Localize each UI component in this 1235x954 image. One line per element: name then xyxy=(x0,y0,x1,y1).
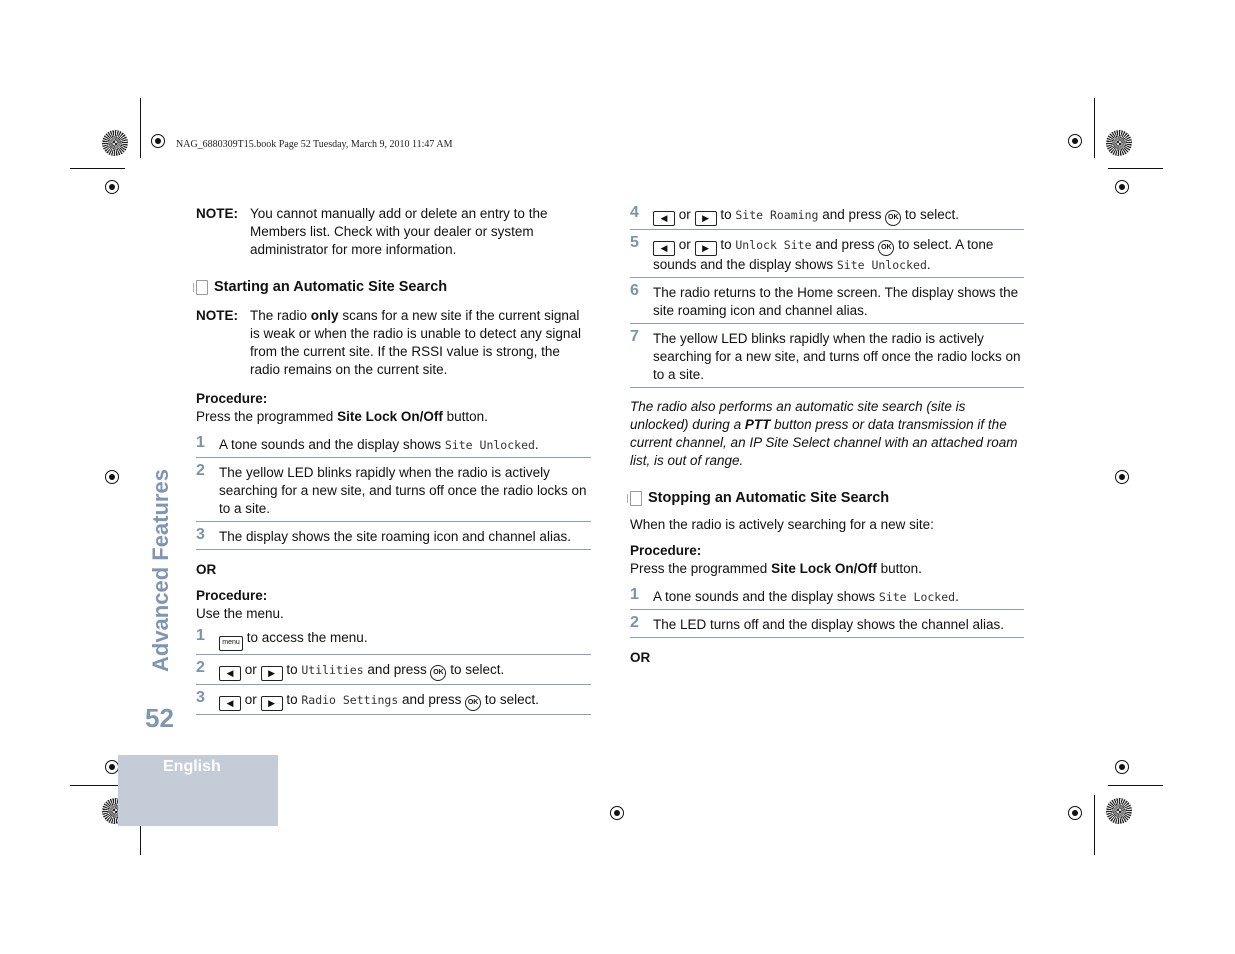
display-text: Site Unlocked xyxy=(836,258,927,272)
right-arrow-key-icon: ▶ xyxy=(261,666,283,681)
right-arrow-key-icon: ▶ xyxy=(695,241,717,256)
registration-target-icon xyxy=(1068,806,1082,820)
menu-key-icon: menu xyxy=(219,636,243,651)
registration-target-icon xyxy=(105,180,119,194)
step-item xyxy=(630,330,1024,388)
crop-mark xyxy=(140,98,141,158)
step-text: or xyxy=(678,237,691,252)
left-arrow-key-icon: ◀ xyxy=(653,211,675,226)
step-text: or xyxy=(244,662,257,677)
registration-target-icon xyxy=(1115,470,1129,484)
italic-paragraph xyxy=(630,398,1024,470)
note-text: You cannot manually add or delete an entry to the Members list. Check with your dealer or system administrator for more information. xyxy=(250,206,548,257)
display-text: Unlock Site xyxy=(735,238,812,252)
step-number: 2 xyxy=(196,462,205,479)
display-text: Utilities xyxy=(301,663,364,677)
language-label: English xyxy=(163,758,221,775)
step-text: to xyxy=(720,237,732,252)
ok-button-icon: OK xyxy=(465,695,481,711)
step-list xyxy=(630,206,1024,388)
step-number: 3 xyxy=(196,689,205,706)
step-item xyxy=(630,588,1024,610)
note-text-part: scans for a new site if the current signal is weak or when the radio is unable to detect any signal from the current site. If the RSSI value is strong, the radio remains on the current site. xyxy=(250,308,581,377)
step-text: . xyxy=(534,437,539,452)
registration-target-icon xyxy=(151,134,165,148)
note-block xyxy=(196,307,591,379)
registration-target-icon xyxy=(610,806,624,820)
step-text: to select. xyxy=(484,692,539,707)
procedure-text: Use the menu. xyxy=(196,606,284,621)
crop-mark xyxy=(1108,168,1163,169)
step-text: to xyxy=(286,662,298,677)
display-text: Site Unlocked xyxy=(444,438,535,452)
registration-target-icon xyxy=(105,470,119,484)
step-text: The radio returns to the Home screen. The display shows the site roaming icon and channel alias. xyxy=(653,285,1019,318)
crop-mark xyxy=(70,168,125,169)
section-heading xyxy=(630,489,1024,507)
step-text: and press xyxy=(815,237,875,252)
step-item xyxy=(196,464,591,522)
step-item xyxy=(630,236,1024,278)
step-number: 2 xyxy=(196,659,205,676)
right-arrow-key-icon: ▶ xyxy=(695,211,717,226)
step-item xyxy=(196,436,591,458)
section-heading xyxy=(196,278,591,296)
print-header: NAG_6880309T15.book Page 52 Tuesday, March 9, 2010 11:47 AM xyxy=(176,139,453,150)
step-number: 2 xyxy=(630,614,639,631)
display-text: Site Roaming xyxy=(735,208,819,222)
section-title: Starting an Automatic Site Search xyxy=(214,279,448,295)
step-text: or xyxy=(244,692,257,707)
button-name: PTT xyxy=(744,417,771,432)
step-text: to select. xyxy=(905,207,960,222)
or-label: OR xyxy=(196,562,217,577)
crop-mark xyxy=(1094,98,1095,158)
registration-target-icon xyxy=(1115,180,1129,194)
crop-mark xyxy=(1094,795,1095,855)
registration-wheel-icon xyxy=(1106,798,1132,824)
step-text: and press xyxy=(822,207,882,222)
step-text: to xyxy=(286,692,298,707)
step-text: The LED turns off and the display shows the channel alias. xyxy=(653,617,1004,632)
text-part: button. xyxy=(876,561,922,576)
text-part: Press the programmed xyxy=(196,409,338,424)
left-arrow-key-icon: ◀ xyxy=(219,666,241,681)
step-list xyxy=(196,436,591,550)
text-part: button press or data transmission if the current channel, an IP Site Select channel with an attached roam list, is out of range. xyxy=(630,417,1018,468)
section-marker-icon xyxy=(196,280,208,295)
ok-button-icon: OK xyxy=(885,210,901,226)
right-column xyxy=(630,206,1024,667)
step-number: 1 xyxy=(196,627,205,644)
step-item xyxy=(630,616,1024,638)
text-part: Press the programmed xyxy=(630,561,772,576)
step-item xyxy=(196,528,591,550)
step-number: 4 xyxy=(630,204,639,221)
step-number: 3 xyxy=(196,526,205,543)
left-arrow-key-icon: ◀ xyxy=(653,241,675,256)
note-text xyxy=(250,307,591,379)
step-text: A tone sounds and the display shows xyxy=(653,589,879,604)
left-arrow-key-icon: ◀ xyxy=(219,696,241,711)
step-number: 1 xyxy=(630,586,639,603)
button-name: Site Lock On/Off xyxy=(337,409,443,424)
step-text: to xyxy=(720,207,732,222)
step-number: 6 xyxy=(630,282,639,299)
step-number: 5 xyxy=(630,234,639,251)
step-item xyxy=(196,629,591,655)
step-text: or xyxy=(678,207,691,222)
step-text: . xyxy=(926,257,931,272)
note-label: NOTE: xyxy=(196,206,238,221)
note-label: NOTE: xyxy=(196,308,238,323)
step-list xyxy=(630,588,1024,638)
button-name: Site Lock On/Off xyxy=(771,561,877,576)
page-number: 52 xyxy=(145,703,174,733)
or-label: OR xyxy=(630,650,651,665)
display-text: Radio Settings xyxy=(301,693,399,707)
procedure-text xyxy=(630,560,1024,578)
step-text: to select. xyxy=(450,662,505,677)
display-text: Site Locked xyxy=(878,590,956,604)
note-text-part: The radio xyxy=(250,308,311,323)
section-title: Stopping an Automatic Site Search xyxy=(648,490,890,506)
step-list xyxy=(196,629,591,715)
step-text: . xyxy=(955,589,959,604)
step-number: 1 xyxy=(196,434,205,451)
left-column xyxy=(196,205,591,721)
step-text: and press xyxy=(367,662,427,677)
text-part: The radio also performs an automatic site search (site is unlocked) during a xyxy=(630,399,966,432)
language-tab xyxy=(118,755,278,826)
step-item xyxy=(630,284,1024,324)
procedure-label: Procedure: xyxy=(196,391,268,406)
crop-mark xyxy=(70,785,125,786)
step-item xyxy=(630,206,1024,230)
procedure-label: Procedure: xyxy=(630,543,702,558)
step-text: to access the menu. xyxy=(243,630,368,645)
registration-target-icon xyxy=(1068,134,1082,148)
step-text: The yellow LED blinks rapidly when the radio is actively searching for a new site, and turns off once the radio locks on to a site. xyxy=(219,465,587,516)
step-text: The display shows the site roaming icon and channel alias. xyxy=(219,529,571,544)
registration-target-icon xyxy=(105,760,119,774)
registration-wheel-icon xyxy=(1106,130,1132,156)
note-emphasis: only xyxy=(310,308,339,323)
ok-button-icon: OK xyxy=(878,240,894,256)
registration-target-icon xyxy=(1115,760,1129,774)
intro-text: When the radio is actively searching for a new site: xyxy=(630,517,934,532)
crop-mark xyxy=(1108,785,1163,786)
step-text: and press xyxy=(402,692,462,707)
step-item xyxy=(196,691,591,715)
step-number: 7 xyxy=(630,328,639,345)
step-text: to select. A tone sounds and the display shows xyxy=(653,237,994,272)
side-title: Advanced Features xyxy=(148,469,173,672)
text-part: button. xyxy=(442,409,488,424)
right-arrow-key-icon: ▶ xyxy=(261,696,283,711)
registration-wheel-icon xyxy=(102,130,128,156)
ok-button-icon: OK xyxy=(430,665,446,681)
procedure-label: Procedure: xyxy=(196,588,268,603)
step-item xyxy=(196,661,591,685)
note-block xyxy=(196,205,591,259)
step-text: The yellow LED blinks rapidly when the radio is actively searching for a new site, and turns off once the radio locks on to a site. xyxy=(653,331,1021,382)
step-text: A tone sounds and the display shows xyxy=(219,437,445,452)
procedure-text xyxy=(196,408,591,426)
section-marker-icon xyxy=(630,491,642,506)
